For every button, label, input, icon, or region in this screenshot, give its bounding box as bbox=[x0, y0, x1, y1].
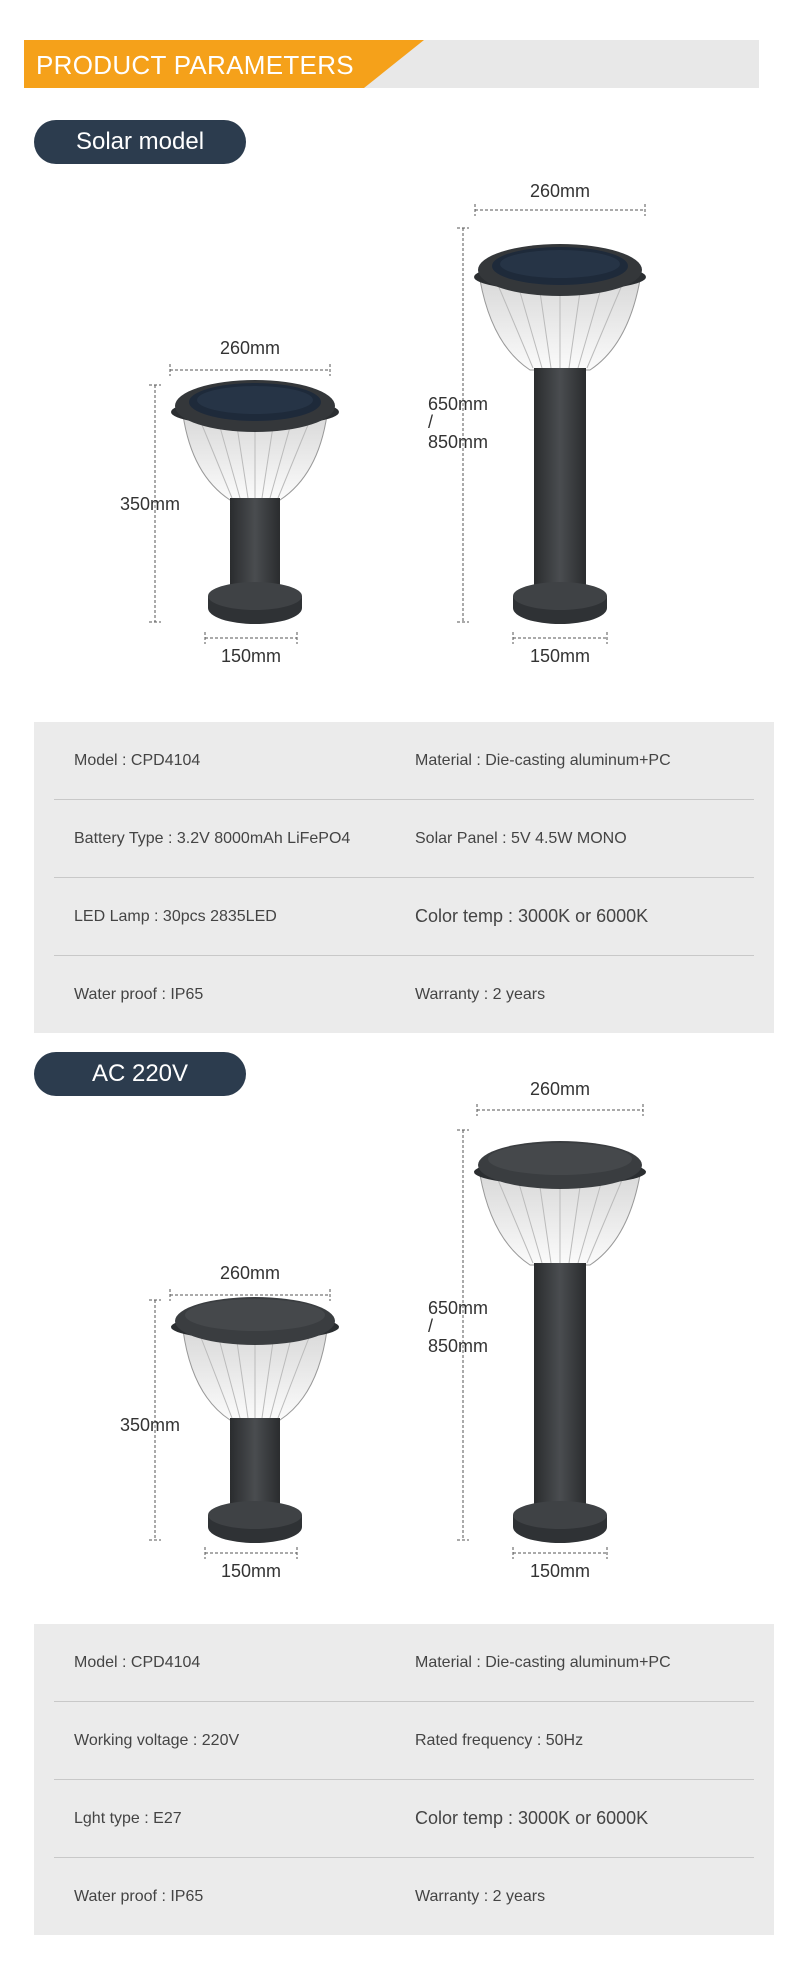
spec-cell: Water proof : IP65 bbox=[74, 1888, 204, 1905]
section-header bbox=[24, 40, 759, 88]
height-tall-separator: / bbox=[428, 1316, 434, 1336]
spec-cell: Color temp : 3000K or 6000K bbox=[415, 906, 649, 926]
spec-cell: LED Lamp : 30pcs 2835LED bbox=[74, 908, 277, 925]
height-tall-separator: / bbox=[428, 412, 434, 432]
top-width-short-label: 260mm bbox=[219, 1263, 281, 1283]
spec-cell: Material : Die-casting aluminum+PC bbox=[415, 1654, 671, 1671]
spec-row bbox=[54, 1858, 754, 1935]
spec-row bbox=[54, 800, 754, 878]
solar-lamps-figure bbox=[0, 170, 800, 690]
spec-cell: Warranty : 2 years bbox=[415, 1888, 546, 1905]
spec-cell: Working voltage : 220V bbox=[74, 1732, 240, 1749]
ac-spec-table bbox=[34, 1624, 774, 1935]
short-ac-lamp bbox=[171, 1297, 339, 1543]
spec-row bbox=[54, 1624, 754, 1702]
spec-cell: Water proof : IP65 bbox=[74, 986, 204, 1003]
base-width-short-label: 150mm bbox=[220, 646, 282, 666]
spec-cell: Battery Type : 3.2V 8000mAh LiFePO4 bbox=[74, 830, 351, 847]
spec-row bbox=[54, 722, 754, 800]
height-tall-label-2: 850mm bbox=[428, 432, 489, 452]
height-tall-label-1: 650mm bbox=[428, 1298, 489, 1318]
tall-solar-lamp bbox=[474, 244, 646, 624]
height-tall-label-1: 650mm bbox=[428, 394, 489, 414]
spec-cell: Lght type : E27 bbox=[74, 1810, 182, 1827]
top-width-tall-label: 260mm bbox=[529, 181, 591, 201]
height-short-label: 350mm bbox=[120, 494, 181, 514]
spec-cell: Model : CPD4104 bbox=[74, 1654, 201, 1671]
base-width-tall-label: 150mm bbox=[529, 1561, 591, 1581]
spec-cell: Color temp : 3000K or 6000K bbox=[415, 1808, 649, 1828]
top-width-tall-label: 260mm bbox=[529, 1079, 591, 1099]
spec-row bbox=[54, 956, 754, 1033]
spec-row bbox=[54, 1702, 754, 1780]
ac-lamps-figure bbox=[0, 1075, 800, 1595]
base-width-short-label: 150mm bbox=[220, 1561, 282, 1581]
base-width-tall-label: 150mm bbox=[529, 646, 591, 666]
spec-cell: Rated frequency : 50Hz bbox=[415, 1732, 584, 1749]
ac-model-pill: AC 220V bbox=[34, 1052, 246, 1096]
spec-cell: Warranty : 2 years bbox=[415, 986, 546, 1003]
short-solar-lamp bbox=[171, 380, 339, 624]
height-tall-label-2: 850mm bbox=[428, 1336, 489, 1356]
height-short-label: 350mm bbox=[120, 1415, 181, 1435]
spec-cell: Model : CPD4104 bbox=[74, 752, 201, 769]
header-title: PRODUCT PARAMETERS bbox=[36, 50, 354, 80]
tall-ac-lamp bbox=[474, 1141, 646, 1543]
solar-model-pill: Solar model bbox=[34, 120, 246, 164]
spec-row bbox=[54, 1780, 754, 1858]
spec-row bbox=[54, 878, 754, 956]
top-width-short-label: 260mm bbox=[219, 338, 281, 358]
spec-cell: Solar Panel : 5V 4.5W MONO bbox=[415, 830, 627, 847]
spec-cell: Material : Die-casting aluminum+PC bbox=[415, 752, 671, 769]
solar-spec-table bbox=[34, 722, 774, 1033]
